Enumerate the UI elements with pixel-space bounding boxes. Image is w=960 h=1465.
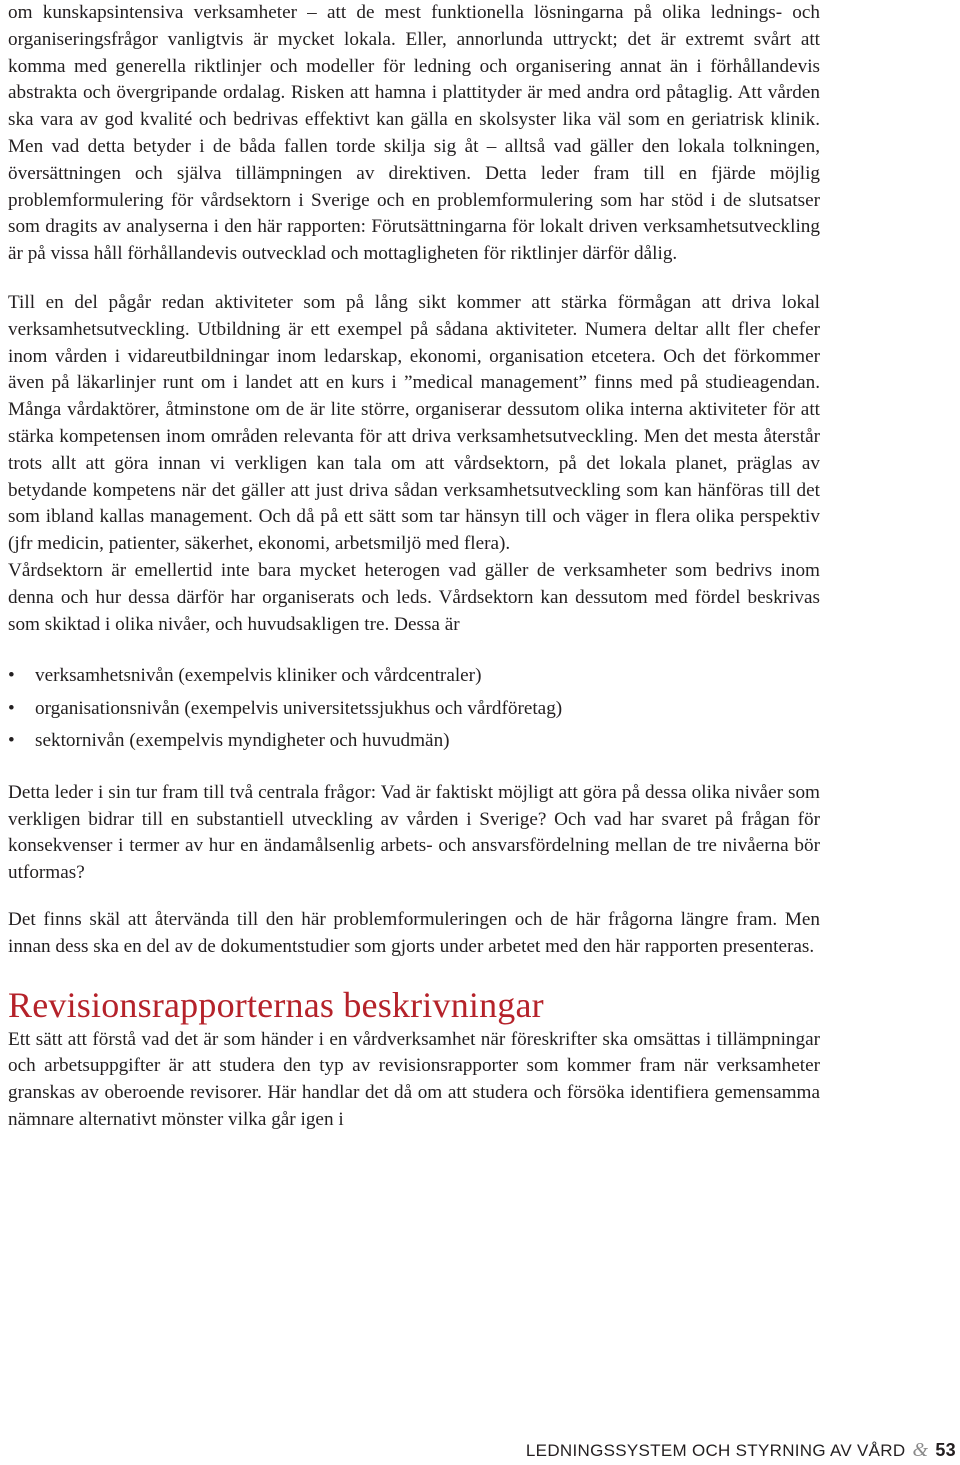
footer-title: LEDNINGSSYSTEM OCH STYRNING AV VÅRD bbox=[525, 1441, 906, 1460]
list-item bbox=[8, 660, 820, 693]
paragraph-6: Ett sätt att förstå vad det är som händer i en vårdverksamhet när föreskrifter ska omsättas i tillämpningar och arbetsuppgifter är att studera den typ av revisionsrapporter som kommer fram när verksamheter granskas av oberoende revisorer. Här handlar det då om att studera och försöka identifiera gemensamma nämnare alternativt mönster vilka går igen i bbox=[8, 1028, 820, 1130]
bullet-icon: • bbox=[8, 665, 15, 687]
page-number: 53 bbox=[935, 1440, 956, 1460]
levels-list bbox=[8, 660, 820, 758]
paragraph-2: Till en del pågår redan aktiviteter som på lång sikt kommer att stärka förmågan att driva lokal verksamhetsutveckling. Utbildning är ett exempel på sådana aktiviteter. Numera deltar allt fler chefer inom vården i vidareutbildningar inom ledarskap, ekonomi, organisation etcetera. Och det förkommer även på läkarlinjer runt om i landet att en kurs i ”medical management” finns med på studieagendan. Många vårdaktörer, åtminstone om de är lite större, organiserar dessutom olika interna aktiviteter för att stärka kompetensen inom områden relevanta för att driva verksamhetsutveckling. Men det mesta återstår trots allt att göra innan vi verkligen kan tala om att vårdsektorn, på det lokala planet, präglas av betydande kompetens när det gäller att just driva sådan verksamhetsutveckling som kan hänföras till det som ibland kallas management. Och då på ett sätt som tar hänsyn till och väger in flera olika perspektiv (jfr medicin, patienter, säkerhet, ekonomi, arbetsmiljö med flera). bbox=[8, 291, 820, 555]
page-content bbox=[8, 0, 820, 1134]
paragraph-1: om kunskapsintensiva verksamheter – att de mest funktionella lösningarna på olika lednings- och organiseringsfrågor vanligtvis är mycket lokala. Eller, annorlunda uttryckt; det är extremt svårt att komma med generella riktlinjer och modeller för ledning och organisering annat än i förhållandevis abstrakta och övergripande ordalag. Risken att hamna i plattityder är med andra ord påtaglig. Att vården ska vara av god kvalité och bedrivas effektivt kan gälla en skolsyster lika väl som en geriatrisk klinik. Men vad detta betyder i de båda fallen torde skilja sig åt – alltså vad gäller den lokala tolkningen, översättningen och själva tillämpningen av direktiven. Detta leder fram till en fjärde möjlig problemformulering för vårdsektorn i Sverige och en problemformulering som har stöd i de slutsatser som dragits av analyserna i den här rapporten: Förutsättningarna för lokalt driven verksamhetsutveckling är på vissa håll förhållandevis outvecklad och mottagligheten för riktlinjer därför dålig. bbox=[8, 2, 820, 265]
list-item-text: verksamhetsnivån (exempelvis kliniker och vårdcentraler) bbox=[35, 665, 482, 687]
running-footer bbox=[526, 1440, 956, 1461]
paragraph-3: Vårdsektorn är emellertid inte bara mycket heterogen vad gäller de verksamheter som bedrivs inom denna och hur dessa därför har organiserats och leds. Vårdsektorn kan dessutom med fördel beskrivas som skiktad i olika nivåer, och huvudsakligen tre. Dessa är bbox=[8, 559, 820, 635]
paragraph-4: Detta leder i sin tur fram till två centrala frågor: Vad är faktiskt möjligt att göra på dessa olika nivåer som verkligen bidrar till en substantiell utveckling av vården i Sverige? Och vad har svaret på frågan för konsekvenser i termer av hur en ändamålsenlig arbets- och ansvarsfördelning mellan de tre nivåerna bör utformas? bbox=[8, 781, 820, 884]
ampersand-mark: & bbox=[912, 1439, 929, 1461]
section-heading: Revisionsrapporternas beskrivningar bbox=[8, 984, 544, 1025]
bullet-icon: • bbox=[8, 730, 15, 752]
list-item bbox=[8, 693, 820, 726]
paragraph-5: Det finns skäl att återvända till den här problemformuleringen och de här frågorna längre fram. Men innan dess ska en del av de dokumentstudier som gjorts under arbetet med den här rapporten presenteras. bbox=[8, 909, 820, 957]
list-item bbox=[8, 725, 820, 758]
list-item-text: organisationsnivån (exempelvis universitetssjukhus och vårdföretag) bbox=[35, 697, 563, 719]
bullet-icon: • bbox=[8, 697, 15, 719]
list-item-text: sektornivån (exempelvis myndigheter och huvudmän) bbox=[35, 730, 450, 752]
